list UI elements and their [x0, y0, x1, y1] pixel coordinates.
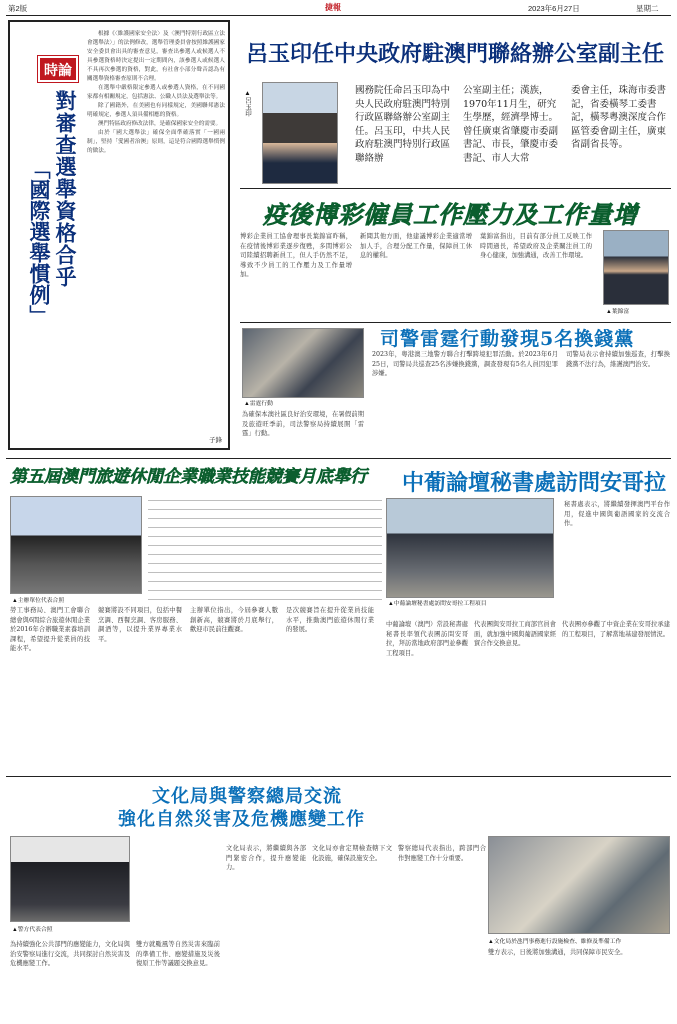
culture-column: 雙方就颱風等自然災害來臨前的準備工作、應變措施及災後復原工作等議題交換意見。 [136, 941, 220, 967]
page-header [0, 0, 677, 15]
forum-columns [386, 620, 671, 774]
police-columns [242, 350, 670, 456]
forum-side-column [564, 500, 670, 616]
culture-rule [6, 776, 671, 777]
culture-photo-caption-left: ▲警方代表合照 [12, 927, 53, 933]
forum-headline: 中葡論壇秘書處訪問安哥拉 [402, 470, 667, 496]
commentary-paragraph: 除了國籍外，在美國也有同樣規定，美國聯邦憲法明確規定，參選人須具備相應的資格。 [87, 103, 225, 118]
pandemic-headline: 疫後博彩僱員工作壓力及工作量增 [263, 200, 638, 229]
header-weekday: 星期二 [636, 4, 659, 13]
pandemic-column: 新聞其他方面，他建議博彩企業適當增加人手，合理分配工作量，保障員工休息的權利。 [360, 233, 472, 259]
skills-columns [10, 606, 382, 772]
skills-column: 主辦單位指出，今屆參賽人數創新高，競賽將於月底舉行，歡迎市民前往觀賽。 [190, 607, 278, 633]
lv-rule [240, 188, 671, 189]
forum-column: 中葡論壇（澳門）常設秘書處秘書長率領代表團訪問安哥拉，拜訪當地政府部門並參觀工程項目。 [386, 621, 468, 657]
forum-column: 代表團與安哥拉工商部官員會面，就加強中國與葡語國家經貿合作交換意見。 [474, 621, 556, 647]
lv-headline: 呂玉印任中央政府駐澳門聯絡辦公室副主任 [246, 41, 665, 67]
culture-column: 文化局表示，將繼續與各部門緊密合作，提升應變能力。 [226, 845, 306, 871]
pandemic-photo-caption: ▲葉錦富 [606, 309, 630, 315]
lv-column: 委會主任，珠海市委書記，省委橫琴工委書記，橫琴粵澳深度合作區管委會副主任，廣東省副省長等。 [571, 85, 667, 150]
commentary-badge [38, 56, 78, 82]
skills-photo-caption: ▲主辦單位代表合照 [12, 598, 65, 604]
skills-column: 是次競賽旨在提升從業員技能水平，推動澳門旅遊休閒行業的發展。 [286, 607, 374, 633]
skills-text-block [148, 496, 382, 600]
culture-photo-right [488, 836, 670, 934]
forum-photo [386, 498, 554, 598]
skills-headline: 第五屆澳門旅遊休閒企業職業技能競賽月底舉行 [10, 467, 367, 487]
police-column: 司警局表示會持續加強巡查，打擊換錢黨不法行為，維護澳門治安。 [566, 351, 670, 368]
culture-column: 文化局亦會定期檢查轄下文化設施，確保設施安全。 [312, 845, 392, 862]
lv-portrait-caption: ▲呂玉印 [244, 90, 251, 117]
commentary-paragraph: 根據《〈維護國家安全法〉及〈澳門特別行政區立法會選舉法〉」的法例修改，選舉管理委員會按照維護國家安全委員會出具的審查意見，審查出參選人或候選人不具參選資格時決定提出一定期間內，該參選人或候選人不具再次參選的資格，對此，有社會小部分聲音認為有關選舉資格審查原則不合理。 [87, 31, 225, 82]
page-number: 第2版 [8, 4, 28, 13]
lv-column: 國務院任命呂玉印為中央人民政府駐澳門特別行政區聯絡辦公室副主任。呂玉印，中共人民政府駐澳門特別行政區聯絡辦 [355, 85, 451, 164]
header-rule [6, 15, 671, 16]
badge-text: 時論 [44, 63, 72, 79]
police-column: 2023年，粵港澳三地警方聯合打擊跨境犯罪活動。於2023年6月25日，司警局共巡查25名涉嫌換錢黨，調查發現有5名人員因犯罪涉嫌。 [372, 351, 558, 377]
culture-column: 雙方表示，日後將加強溝通，共同保障市民安全。 [488, 949, 627, 956]
lv-portrait [262, 82, 338, 184]
culture-photo-caption-right: ▲文化局於氹門事務進行設施檢查、維修及準備工作 [488, 939, 622, 945]
culture-headline-2: 強化自然災害及危機應變工作 [118, 809, 365, 830]
commentary-paragraph: 澳門特區政府修改法律，是確保國家安全的需要。 [98, 121, 222, 127]
skills-column: 競賽將設不同項目，包括中餐烹調、西餐烹調、客房服務、調酒等，以提升業界專業水平。 [98, 607, 182, 643]
culture-right-column [488, 948, 670, 1022]
sidebar-commentary [8, 20, 230, 450]
header-date: 2023年6月27日 [528, 4, 580, 13]
commentary-headline-a: 對審查選舉資格合乎 [53, 90, 78, 288]
masthead: 捷報 [325, 2, 341, 12]
pandemic-rule [240, 322, 671, 323]
commentary-headline-b: 「國際選舉慣例」 [27, 158, 52, 326]
culture-headline-1: 文化局與警察總局交流 [152, 786, 342, 807]
police-column: 為確保本澳社區良好治安環境，在暑假前期及旅遊旺季前，司法警察局持續展開「雷霆」行動。 [242, 411, 364, 437]
forum-column: 秘書處表示，將繼續發揮澳門平台作用，促進中國與葡語國家的交流合作。 [564, 501, 670, 527]
commentary-paragraph: 由於「國大選舉法」確保全面準確落實「一國兩制」，堅持「愛國者治澳」原則，這是符合國際選舉慣例的做法。 [87, 130, 225, 154]
commentary-byline: 子鋒 [209, 436, 222, 444]
police-headline: 司警雷霆行動發現5名換錢黨 [380, 328, 635, 350]
lv-columns [355, 80, 671, 192]
skills-column: 勞工事務局、澳門工會聯合總會與6間綜合旅遊休閒企業於2016年合辦職業素養培訓課程，希望提升從業員的技能水平。 [10, 607, 90, 652]
commentary-body [87, 30, 225, 440]
lv-column: 公室副主任；漢族，1970年11月生，研究生學歷，經濟學博士。曾任廣東省肇慶市委副書記、市長，肇慶市委書記、市人大常 [463, 85, 559, 164]
skills-photo [10, 496, 142, 594]
forum-photo-caption: ▲中葡論壇秘書處訪問安哥拉工程項目 [388, 601, 487, 607]
pandemic-columns [240, 232, 596, 322]
culture-column: 為持續強化公共部門的應變能力，文化局與治安警察局進行交流，共同探討自然災害及危機應變工作。 [10, 941, 130, 967]
culture-column: 警察總局代表指出，跨部門合作對應變工作十分重要。 [398, 845, 486, 862]
pandemic-column: 葉錦富指出，目前有部分員工反映工作時間過長，希望政府及企業關注員工的身心健康，加強溝通，改善工作環境。 [480, 233, 592, 259]
culture-columns [10, 836, 488, 1022]
pandemic-column: 博彩企業員工協會理事長葉錦富昨稱，在疫情後博彩業逐步復甦，多間博彩公司陸續招聘新員工，但人手仍然不足，導致不少員工的工作壓力及工作量增加。 [240, 233, 352, 278]
pandemic-photo [603, 230, 669, 305]
police-photo-caption: ▲雷霆行動 [244, 401, 273, 407]
forum-column: 代表團亦參觀了中資企業在安哥拉承建的工程項目，了解當地基建發展情況。 [562, 621, 670, 638]
skills-top-columns [148, 496, 382, 600]
commentary-paragraph: 在選舉中嚴格限定參選人或參選人資格，在不同國家都有相關規定，包括憲法、公職人員法及選舉法等。 [87, 85, 225, 100]
skills-rule [6, 458, 671, 459]
